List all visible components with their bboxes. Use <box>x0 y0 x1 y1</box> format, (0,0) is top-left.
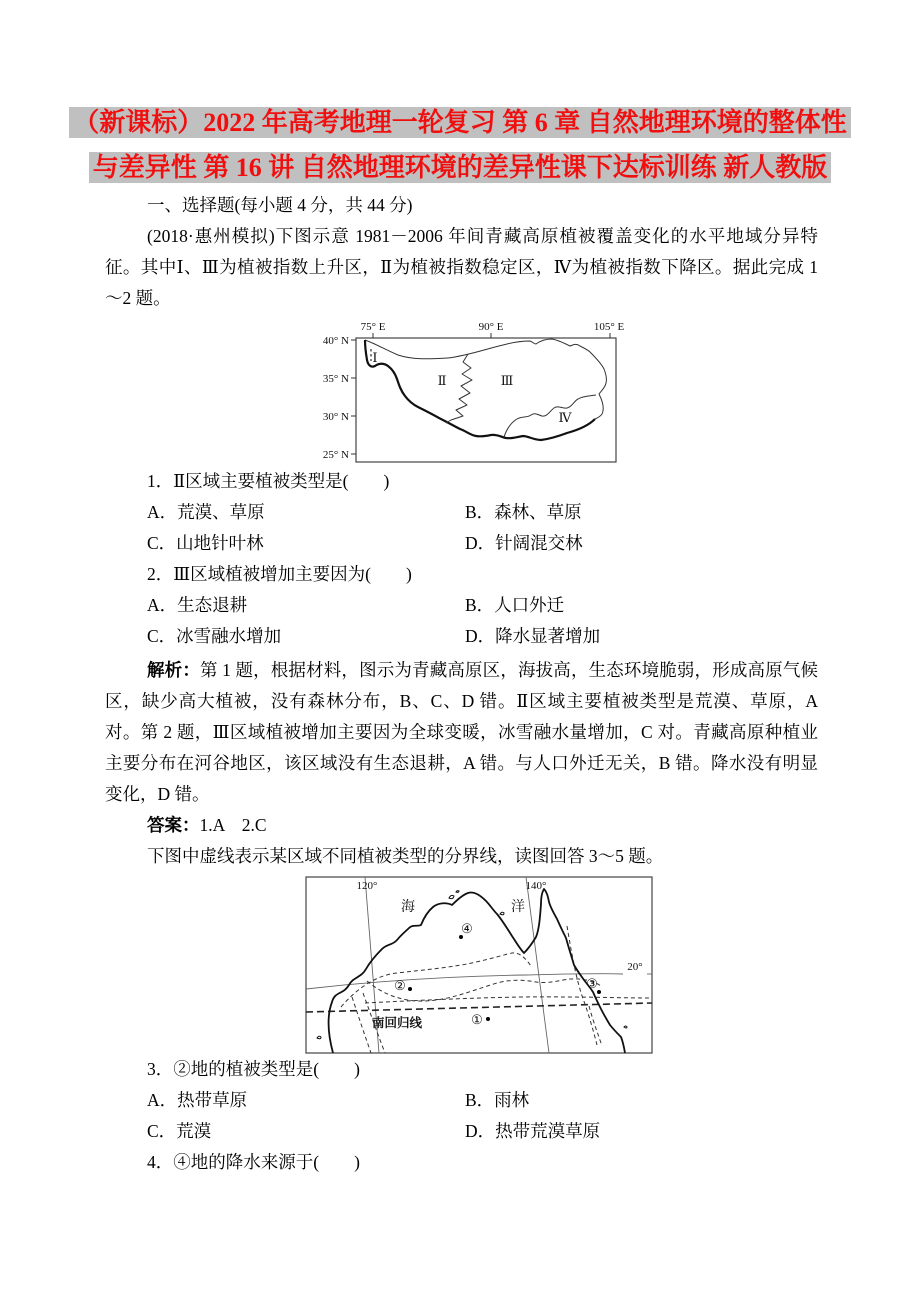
option-1c: C．山地针叶林 <box>147 533 264 553</box>
question-2-options-ab <box>105 590 818 621</box>
section-heading: 一、选择题(每小题 4 分，共 44 分) <box>147 195 413 215</box>
question-4: 4．④地的降水来源于( ) <box>147 1152 360 1172</box>
analysis-text: 第 1 题，根据材料，图示为青藏高原区，海拔高，生态环境脆弱，形成高原气候区，缺少高大植被，没有森林分布，B、C、D 错。Ⅱ区域主要植被类型是荒漠、草原，A 对。第 2 题，Ⅲ区域植被增加主要因为全球变暖，冰雪融水量增加，C 对。青藏高原种植业主要分布在河谷地区，该区域没有生态退耕，A 错。与人口外迁无关，B 错。降水没有明显变化，D 错。 <box>105 660 819 804</box>
option-2c: C．冰雪融水增加 <box>147 626 282 646</box>
analysis-paragraph <box>105 655 818 810</box>
passage-2: 下图中虚线表示某区域不同植被类型的分界线，读图回答 3～5 题。 <box>147 846 664 866</box>
island-4 <box>624 1026 627 1028</box>
answer-text: 1.A 2.C <box>199 815 267 835</box>
point-1-dot <box>486 1017 490 1021</box>
region2-3-divider <box>446 354 472 423</box>
region3-4-divider <box>504 395 596 437</box>
sea-label-yang: 洋 <box>511 900 525 915</box>
lon-label-105e: 105° E <box>593 321 625 333</box>
point-label-2: ② <box>394 978 406 993</box>
region-label-3: Ⅲ <box>500 373 514 388</box>
doc-title-line1: （新课标）2022 年高考地理一轮复习 第 6 章 自然地理环境的整体性 <box>69 107 851 138</box>
region-label-4: Ⅳ <box>558 410 572 425</box>
lat-tick-marks <box>351 340 356 454</box>
answer-label: 答案： <box>147 815 200 835</box>
point-label-1: ① <box>471 1012 483 1027</box>
lat-label-20: 20° <box>627 961 643 973</box>
island-5 <box>317 1036 321 1039</box>
answer-line <box>105 810 818 841</box>
lon-label-120: 120° <box>356 880 378 892</box>
lat-label-35n: 35° N <box>322 373 349 385</box>
vegetation-boundary-capeyork-2 <box>589 1006 602 1046</box>
lon-label-75e: 75° E <box>360 321 386 333</box>
question-2: 2．Ⅲ区域植被增加主要因为( ) <box>147 564 412 584</box>
lon-label-140: 140° <box>525 880 547 892</box>
analysis-label: 解析： <box>147 660 200 680</box>
option-3b: B．雨林 <box>465 1090 530 1110</box>
island-1 <box>449 895 454 898</box>
australia-map <box>305 876 818 1054</box>
point-label-4: ④ <box>461 921 473 936</box>
vegetation-boundary-west-1 <box>352 997 371 1053</box>
option-3c: C．荒漠 <box>147 1121 212 1141</box>
latitude-20-line <box>306 974 623 989</box>
document-body <box>105 190 818 1178</box>
meridian-140 <box>526 877 549 1053</box>
lon-tick-marks <box>373 333 610 338</box>
question-1-options-ab <box>105 497 818 528</box>
lat-label-40n: 40° N <box>322 335 349 347</box>
island-2 <box>456 891 459 893</box>
option-2a: A．生态退耕 <box>147 595 248 615</box>
point-2-dot <box>408 987 412 991</box>
option-3d: D．热带荒漠草原 <box>465 1121 601 1141</box>
australia-map-svg <box>305 876 653 1054</box>
question-1-options-cd <box>105 528 818 559</box>
vegetation-boundary-upper <box>341 953 531 1007</box>
passage-1: (2018·惠州模拟)下图示意 1981－2006 年间青藏高原植被覆盖变化的水平地域分异特征。其中Ⅰ、Ⅲ为植被指数上升区，Ⅱ为植被指数稳定区，Ⅳ为植被指数下降区。据此完成 1～2 题。 <box>105 226 818 308</box>
option-1a: A．荒漠、草原 <box>147 502 265 522</box>
question-3-options-cd <box>105 1116 818 1147</box>
option-2d: D．降水显著增加 <box>465 626 601 646</box>
lat-label-30n: 30° N <box>322 411 349 423</box>
tibet-plateau-map-svg <box>318 316 628 466</box>
option-3a: A．热带草原 <box>147 1090 248 1110</box>
doc-title <box>0 100 920 190</box>
question-3: 3．②地的植被类型是( ) <box>147 1059 360 1079</box>
doc-title-line2: 与差异性 第 16 讲 自然地理环境的差异性课下达标训练 新人教版 <box>89 152 832 183</box>
question-1: 1．Ⅱ区域主要植被类型是( ) <box>147 471 390 491</box>
tropic-label: 南回归线 <box>372 1016 423 1030</box>
lat-label-25n: 25° N <box>322 449 349 461</box>
question-2-options-cd <box>105 621 818 652</box>
island-3 <box>500 912 504 915</box>
point-label-3: ③ <box>586 976 598 991</box>
region-label-2: Ⅱ <box>437 373 447 388</box>
region-label-1: Ⅰ <box>372 350 378 365</box>
option-1b: B．森林、草原 <box>465 502 582 522</box>
option-1d: D．针阔混交林 <box>465 533 583 553</box>
sea-label-hai: 海 <box>401 900 415 915</box>
option-2b: B．人口外迁 <box>465 595 565 615</box>
lon-label-90e: 90° E <box>478 321 504 333</box>
tibet-plateau-map <box>318 316 818 466</box>
question-3-options-ab <box>105 1085 818 1116</box>
